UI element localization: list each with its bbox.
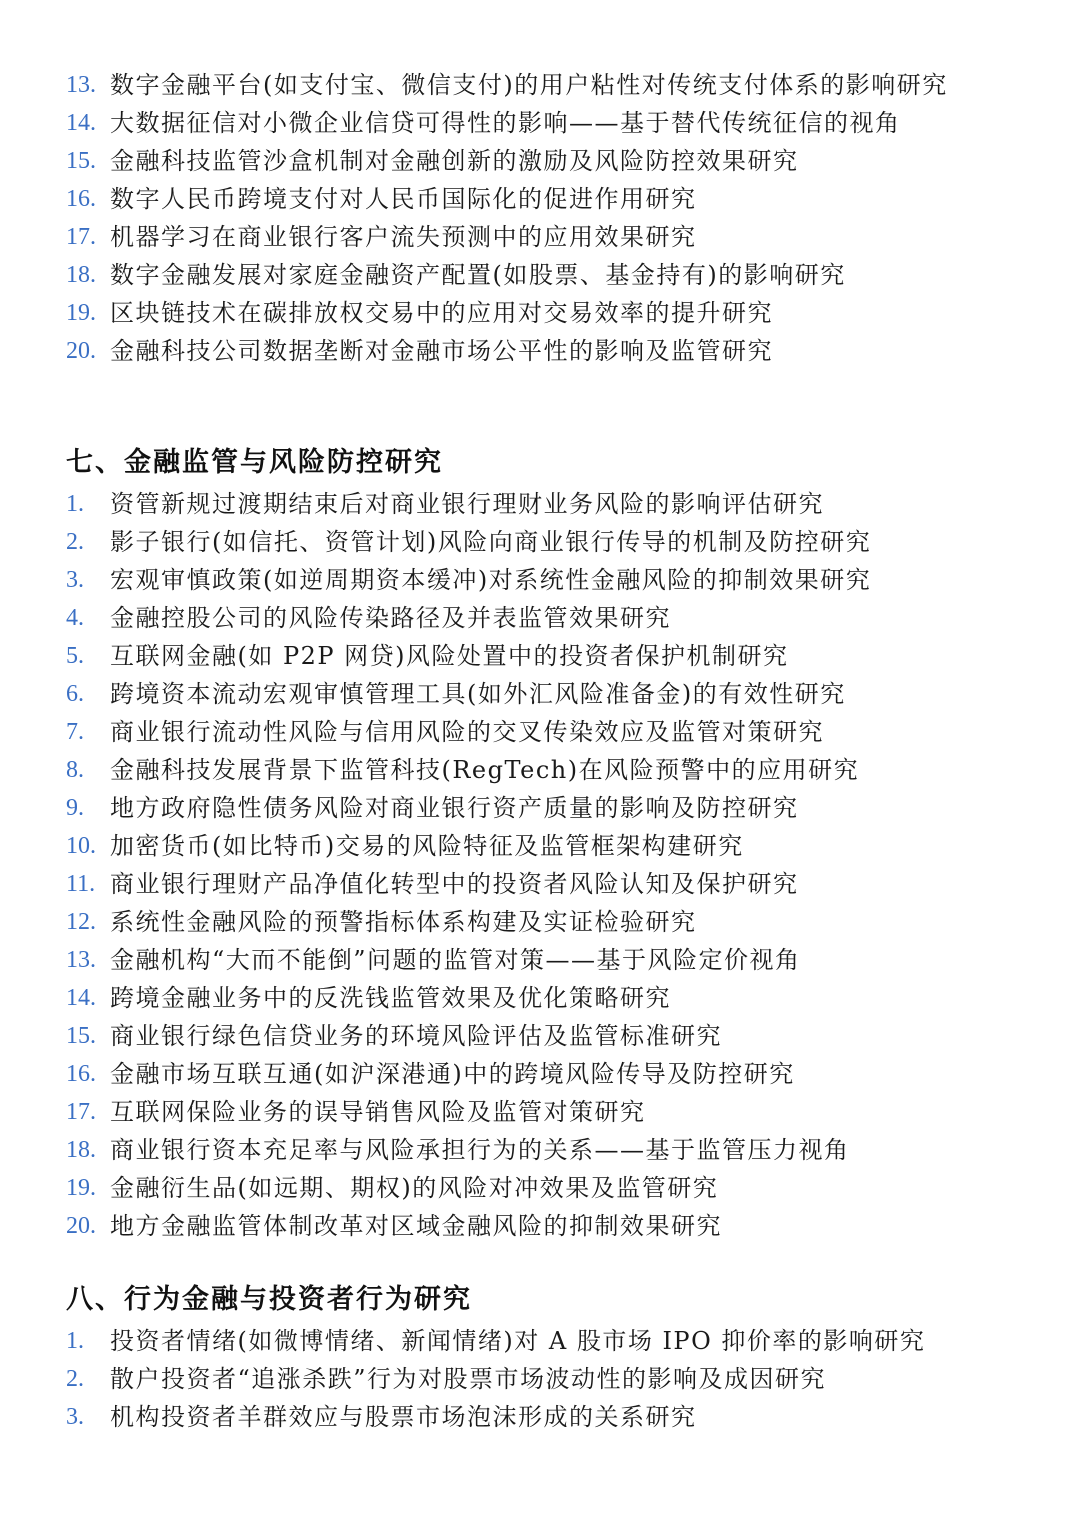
list-item (66, 142, 1026, 180)
item-number: 16. (66, 186, 96, 212)
item-number: 19. (66, 1175, 96, 1201)
item-text: 金融科技监管沙盒机制对金融创新的激励及风险防控效果研究 (110, 147, 799, 175)
list-item (66, 713, 1026, 751)
item-text: 金融市场互联互通(如沪深港通)中的跨境风险传导及防控研究 (110, 1060, 795, 1088)
item-number: 14. (66, 110, 96, 136)
list-item (66, 865, 1026, 903)
item-number: 15. (66, 148, 96, 174)
list-item (66, 941, 1026, 979)
item-number: 2. (66, 529, 84, 555)
item-text: 散户投资者“追涨杀跌”行为对股票市场波动性的影响及成因研究 (110, 1365, 827, 1393)
item-text: 商业银行绿色信贷业务的环境风险评估及监管标准研究 (110, 1022, 722, 1050)
item-number: 12. (66, 909, 96, 935)
item-number: 4. (66, 605, 84, 631)
item-text: 投资者情绪(如微博情绪、新闻情绪)对 A 股市场 IPO 抑价率的影响研究 (110, 1327, 926, 1355)
item-number: 19. (66, 300, 96, 326)
list-item (66, 1017, 1026, 1055)
item-number: 2. (66, 1366, 84, 1392)
item-text: 数字金融发展对家庭金融资产配置(如股票、基金持有)的影响研究 (110, 261, 846, 289)
list-item (66, 827, 1026, 865)
list-item (66, 294, 1026, 332)
list-item (66, 1093, 1026, 1131)
item-text: 商业银行资本充足率与风险承担行为的关系——基于监管压力视角 (110, 1136, 850, 1164)
item-number: 13. (66, 72, 96, 98)
list-item (66, 1360, 1026, 1398)
list-item (66, 1398, 1026, 1436)
item-number: 15. (66, 1023, 96, 1049)
item-number: 7. (66, 719, 84, 745)
list-item (66, 561, 1026, 599)
list-item (66, 675, 1026, 713)
list-item (66, 599, 1026, 637)
item-text: 地方金融监管体制改革对区域金融风险的抑制效果研究 (110, 1212, 722, 1240)
list-item (66, 1322, 1026, 1360)
item-number: 1. (66, 1328, 84, 1354)
item-number: 13. (66, 947, 96, 973)
item-text: 金融机构“大而不能倒”问题的监管对策——基于风险定价视角 (110, 946, 801, 974)
item-text: 宏观审慎政策(如逆周期资本缓冲)对系统性金融风险的抑制效果研究 (110, 566, 872, 594)
list-item (66, 1131, 1026, 1169)
list-item (66, 979, 1026, 1017)
item-text: 系统性金融风险的预警指标体系构建及实证检验研究 (110, 908, 697, 936)
item-text: 地方政府隐性债务风险对商业银行资产质量的影响及防控研究 (110, 794, 799, 822)
section-prev-list (66, 66, 1026, 370)
list-item (66, 903, 1026, 941)
item-number: 1. (66, 491, 84, 517)
item-number: 16. (66, 1061, 96, 1087)
item-number: 3. (66, 567, 84, 593)
item-text: 影子银行(如信托、资管计划)风险向商业银行传导的机制及防控研究 (110, 528, 872, 556)
item-number: 9. (66, 795, 84, 821)
item-text: 机构投资者羊群效应与股票市场泡沫形成的关系研究 (110, 1403, 697, 1431)
item-number: 11. (66, 871, 96, 897)
item-text: 金融控股公司的风险传染路径及并表监管效果研究 (110, 604, 671, 632)
section-seven-list (66, 485, 1026, 1245)
item-text: 跨境金融业务中的反洗钱监管效果及优化策略研究 (110, 984, 671, 1012)
item-text: 金融衍生品(如远期、期权)的风险对冲效果及监管研究 (110, 1174, 719, 1202)
item-text: 互联网金融(如 P2P 网贷)风险处置中的投资者保护机制研究 (110, 642, 789, 670)
item-number: 18. (66, 262, 96, 288)
list-item (66, 1207, 1026, 1245)
item-text: 商业银行理财产品净值化转型中的投资者风险认知及保护研究 (110, 870, 799, 898)
item-text: 区块链技术在碳排放权交易中的应用对交易效率的提升研究 (110, 299, 773, 327)
list-item (66, 180, 1026, 218)
list-item (66, 1169, 1026, 1207)
item-text: 金融科技公司数据垄断对金融市场公平性的影响及监管研究 (110, 337, 773, 365)
item-number: 5. (66, 643, 84, 669)
list-item (66, 751, 1026, 789)
section-eight-list (66, 1322, 1026, 1436)
list-item (66, 523, 1026, 561)
item-number: 17. (66, 1099, 96, 1125)
item-text: 金融科技发展背景下监管科技(RegTech)在风险预警中的应用研究 (110, 756, 860, 784)
item-number: 14. (66, 985, 96, 1011)
item-text: 数字人民币跨境支付对人民币国际化的促进作用研究 (110, 185, 697, 213)
list-item (66, 637, 1026, 675)
list-item (66, 104, 1026, 142)
item-text: 资管新规过渡期结束后对商业银行理财业务风险的影响评估研究 (110, 490, 824, 518)
section-seven-heading: 七、金融监管与风险防控研究 (66, 447, 443, 478)
list-item (66, 332, 1026, 370)
list-item (66, 218, 1026, 256)
list-item (66, 485, 1026, 523)
item-text: 机器学习在商业银行客户流失预测中的应用效果研究 (110, 223, 697, 251)
list-item (66, 256, 1026, 294)
item-number: 8. (66, 757, 84, 783)
item-text: 加密货币(如比特币)交易的风险特征及监管框架构建研究 (110, 832, 744, 860)
item-text: 跨境资本流动宏观审慎管理工具(如外汇风险准备金)的有效性研究 (110, 680, 846, 708)
item-text: 数字金融平台(如支付宝、微信支付)的用户粘性对传统支付体系的影响研究 (110, 71, 948, 99)
item-number: 3. (66, 1404, 84, 1430)
list-item (66, 789, 1026, 827)
item-number: 18. (66, 1137, 96, 1163)
item-number: 20. (66, 1213, 96, 1239)
item-text: 商业银行流动性风险与信用风险的交叉传染效应及监管对策研究 (110, 718, 824, 746)
item-number: 17. (66, 224, 96, 250)
item-number: 6. (66, 681, 84, 707)
item-text: 大数据征信对小微企业信贷可得性的影响——基于替代传统征信的视角 (110, 109, 901, 137)
item-text: 互联网保险业务的误导销售风险及监管对策研究 (110, 1098, 646, 1126)
section-eight-heading: 八、行为金融与投资者行为研究 (66, 1284, 472, 1315)
list-item (66, 1055, 1026, 1093)
item-number: 20. (66, 338, 96, 364)
item-number: 10. (66, 833, 96, 859)
list-item (66, 66, 1026, 104)
